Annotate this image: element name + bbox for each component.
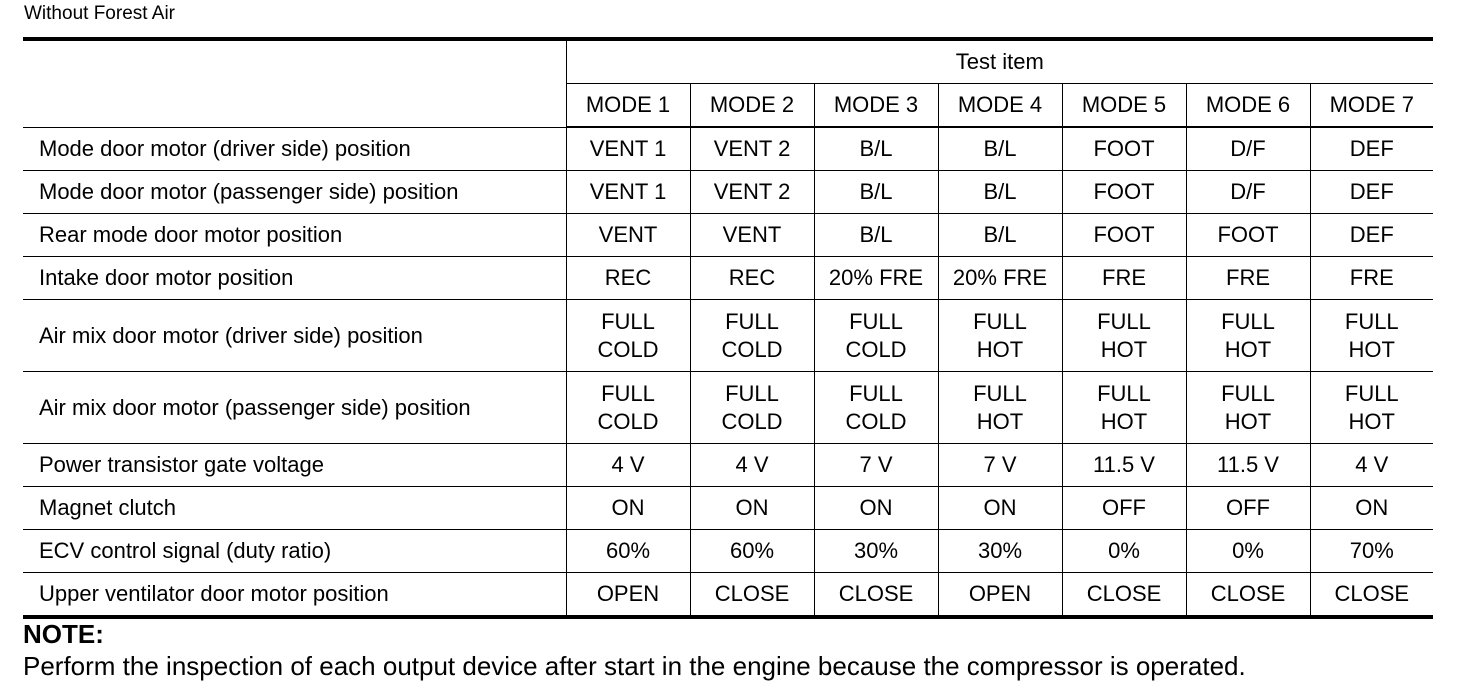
value-cell xyxy=(1310,487,1433,530)
value-line: 60% xyxy=(729,538,775,563)
value-cell xyxy=(938,257,1062,300)
value-line: 4 V xyxy=(611,452,645,477)
row-label: Power transistor gate voltage xyxy=(23,444,566,487)
value-line: B/L xyxy=(983,136,1017,161)
value-line: OFF xyxy=(1226,495,1270,520)
value-line: DEF xyxy=(1349,179,1394,204)
value-line: 7 V xyxy=(859,452,893,477)
value-line: COLD xyxy=(721,408,783,434)
value-cell xyxy=(938,214,1062,257)
value-cell xyxy=(814,487,938,530)
value-cell xyxy=(1310,127,1433,171)
value-line: 7 V xyxy=(983,452,1017,477)
value-line: OPEN xyxy=(968,581,1032,606)
value-line: FRE xyxy=(1102,265,1146,290)
value-line: FULL xyxy=(1344,380,1399,406)
value-cell xyxy=(938,127,1062,171)
value-cell xyxy=(938,372,1062,444)
value-line: REC xyxy=(728,265,776,290)
value-line: CLOSE xyxy=(1086,581,1162,606)
value-line: HOT xyxy=(1348,408,1395,434)
value-line: B/L xyxy=(859,222,893,247)
value-line: HOT xyxy=(1100,408,1148,434)
value-cell xyxy=(814,214,938,257)
mode-header-6: MODE 6 xyxy=(1186,84,1310,128)
table-row xyxy=(23,300,1433,372)
value-cell xyxy=(938,444,1062,487)
value-cell xyxy=(690,127,814,171)
value-cell xyxy=(1310,372,1433,444)
value-cell xyxy=(690,257,814,300)
value-line: HOT xyxy=(976,336,1024,362)
value-line: DEF xyxy=(1349,222,1394,247)
value-cell xyxy=(1062,300,1186,372)
value-line: CLOSE xyxy=(1210,581,1286,606)
value-cell xyxy=(1186,530,1310,573)
value-cell xyxy=(938,171,1062,214)
value-line: FULL xyxy=(973,380,1027,406)
value-line: 0% xyxy=(1108,538,1140,563)
value-line: VENT 1 xyxy=(589,136,667,161)
value-cell xyxy=(690,214,814,257)
value-cell xyxy=(566,300,690,372)
value-cell xyxy=(938,300,1062,372)
value-cell xyxy=(814,573,938,618)
mode-header-4: MODE 4 xyxy=(938,84,1062,128)
value-cell xyxy=(690,372,814,444)
value-cell xyxy=(1186,300,1310,372)
value-line: 70% xyxy=(1349,538,1394,563)
value-cell xyxy=(1062,573,1186,618)
value-line: B/L xyxy=(859,136,893,161)
value-cell xyxy=(566,127,690,171)
value-line: 4 V xyxy=(735,452,769,477)
value-line: B/L xyxy=(859,179,893,204)
value-cell xyxy=(1186,171,1310,214)
value-line: 11.5 V xyxy=(1217,452,1279,477)
value-line: ON xyxy=(1355,495,1389,520)
value-cell xyxy=(1310,257,1433,300)
value-line: VENT xyxy=(722,222,782,247)
value-line: 30% xyxy=(853,538,899,563)
value-cell xyxy=(1310,214,1433,257)
value-line: HOT xyxy=(1348,336,1395,362)
value-cell xyxy=(1186,487,1310,530)
value-line: HOT xyxy=(1224,336,1272,362)
value-line: REC xyxy=(604,265,652,290)
value-cell xyxy=(1186,214,1310,257)
value-line: ON xyxy=(859,495,893,520)
row-label: Rear mode door motor position xyxy=(23,214,566,257)
test-item-table xyxy=(23,37,1433,619)
value-line: CLOSE xyxy=(1334,581,1410,606)
value-line: 30% xyxy=(977,538,1023,563)
value-cell xyxy=(1062,530,1186,573)
value-cell xyxy=(938,530,1062,573)
row-label: Magnet clutch xyxy=(23,487,566,530)
value-line: COLD xyxy=(597,336,659,362)
value-line: CLOSE xyxy=(838,581,914,606)
mode-header-1: MODE 1 xyxy=(566,84,690,128)
value-cell xyxy=(1310,530,1433,573)
value-line: FULL xyxy=(849,380,903,406)
value-cell xyxy=(1062,214,1186,257)
value-line: 20% FRE xyxy=(952,265,1048,290)
value-cell xyxy=(566,530,690,573)
value-line: VENT 2 xyxy=(713,136,791,161)
value-line: DEF xyxy=(1349,136,1394,161)
value-cell xyxy=(814,257,938,300)
mode-header-5: MODE 5 xyxy=(1062,84,1186,128)
value-line: D/F xyxy=(1230,136,1266,161)
value-line: FULL xyxy=(1221,308,1275,334)
value-line: CLOSE xyxy=(714,581,790,606)
table-row xyxy=(23,444,1433,487)
value-cell xyxy=(1186,444,1310,487)
value-line: FULL xyxy=(601,380,655,406)
value-cell xyxy=(938,573,1062,618)
value-cell xyxy=(690,300,814,372)
value-line: 20% FRE xyxy=(828,265,924,290)
value-cell xyxy=(566,372,690,444)
value-line: FULL xyxy=(1097,308,1151,334)
note-text: Perform the inspection of each output device after start in the engine because the compressor is operated. xyxy=(23,651,1246,681)
value-line: COLD xyxy=(845,408,907,434)
value-line: FRE xyxy=(1349,265,1394,290)
value-line: COLD xyxy=(597,408,659,434)
value-line: FULL xyxy=(973,308,1027,334)
value-line: FULL xyxy=(725,380,779,406)
value-cell xyxy=(1310,300,1433,372)
table-caption: Without Forest Air xyxy=(24,3,175,24)
value-cell xyxy=(1186,372,1310,444)
value-line: VENT 2 xyxy=(713,179,791,204)
value-cell xyxy=(690,530,814,573)
table-row xyxy=(23,573,1433,618)
value-line: 11.5 V xyxy=(1093,452,1155,477)
value-line: B/L xyxy=(983,222,1017,247)
value-line: D/F xyxy=(1230,179,1266,204)
value-cell xyxy=(1310,171,1433,214)
mode-header-3: MODE 3 xyxy=(814,84,938,128)
value-line: FOOT xyxy=(1093,136,1155,161)
value-cell xyxy=(1062,444,1186,487)
mode-header-2: MODE 2 xyxy=(690,84,814,128)
value-cell xyxy=(566,444,690,487)
value-line: 0% xyxy=(1232,538,1264,563)
value-cell xyxy=(566,487,690,530)
table-row xyxy=(23,127,1433,171)
value-line: FRE xyxy=(1226,265,1270,290)
table-row xyxy=(23,372,1433,444)
value-cell xyxy=(814,171,938,214)
value-line: OPEN xyxy=(596,581,660,606)
mode-header-7: MODE 7 xyxy=(1310,84,1433,128)
value-line: ON xyxy=(735,495,769,520)
row-label: Air mix door motor (passenger side) position xyxy=(23,372,566,444)
row-label: Air mix door motor (driver side) position xyxy=(23,300,566,372)
value-cell xyxy=(938,487,1062,530)
row-label: Mode door motor (passenger side) position xyxy=(23,171,566,214)
value-line: FOOT xyxy=(1093,222,1155,247)
row-label: Mode door motor (driver side) position xyxy=(23,127,566,171)
value-cell xyxy=(814,127,938,171)
value-line: FULL xyxy=(725,308,779,334)
value-line: HOT xyxy=(1224,408,1272,434)
value-cell xyxy=(566,573,690,618)
value-cell xyxy=(814,444,938,487)
header-blank-cell xyxy=(23,39,566,127)
value-line: FULL xyxy=(1221,380,1275,406)
value-line: FOOT xyxy=(1093,179,1155,204)
note-title: NOTE: xyxy=(23,619,104,649)
row-label: ECV control signal (duty ratio) xyxy=(23,530,566,573)
value-line: HOT xyxy=(976,408,1024,434)
value-line: HOT xyxy=(1100,336,1148,362)
value-cell xyxy=(690,487,814,530)
value-cell xyxy=(1186,573,1310,618)
value-cell xyxy=(1062,372,1186,444)
value-cell xyxy=(1062,171,1186,214)
value-line: COLD xyxy=(845,336,907,362)
value-line: B/L xyxy=(983,179,1017,204)
value-cell xyxy=(566,171,690,214)
value-cell xyxy=(1062,487,1186,530)
value-cell xyxy=(690,573,814,618)
value-line: COLD xyxy=(721,336,783,362)
value-cell xyxy=(690,444,814,487)
value-line: FULL xyxy=(1097,380,1151,406)
row-label: Intake door motor position xyxy=(23,257,566,300)
table-row xyxy=(23,530,1433,573)
value-line: 60% xyxy=(605,538,651,563)
table-row xyxy=(23,171,1433,214)
value-cell xyxy=(814,372,938,444)
value-cell xyxy=(566,257,690,300)
value-cell xyxy=(1062,127,1186,171)
table-body xyxy=(23,127,1433,617)
table-row xyxy=(23,257,1433,300)
value-line: VENT xyxy=(598,222,658,247)
value-cell xyxy=(1310,444,1433,487)
value-cell xyxy=(1062,257,1186,300)
value-cell xyxy=(1186,127,1310,171)
table-row xyxy=(23,487,1433,530)
value-cell xyxy=(566,214,690,257)
value-line: FOOT xyxy=(1217,222,1279,247)
value-line: ON xyxy=(611,495,645,520)
value-line: FULL xyxy=(849,308,903,334)
value-cell xyxy=(690,171,814,214)
value-cell xyxy=(814,530,938,573)
table-row xyxy=(23,214,1433,257)
value-cell xyxy=(1186,257,1310,300)
value-line: ON xyxy=(983,495,1017,520)
value-cell xyxy=(1310,573,1433,618)
value-cell xyxy=(814,300,938,372)
test-item-header: Test item xyxy=(566,39,1433,84)
row-label: Upper ventilator door motor position xyxy=(23,573,566,618)
value-line: FULL xyxy=(1344,308,1399,334)
value-line: FULL xyxy=(601,308,655,334)
value-line: VENT 1 xyxy=(589,179,667,204)
value-line: OFF xyxy=(1102,495,1146,520)
value-line: 4 V xyxy=(1355,452,1389,477)
